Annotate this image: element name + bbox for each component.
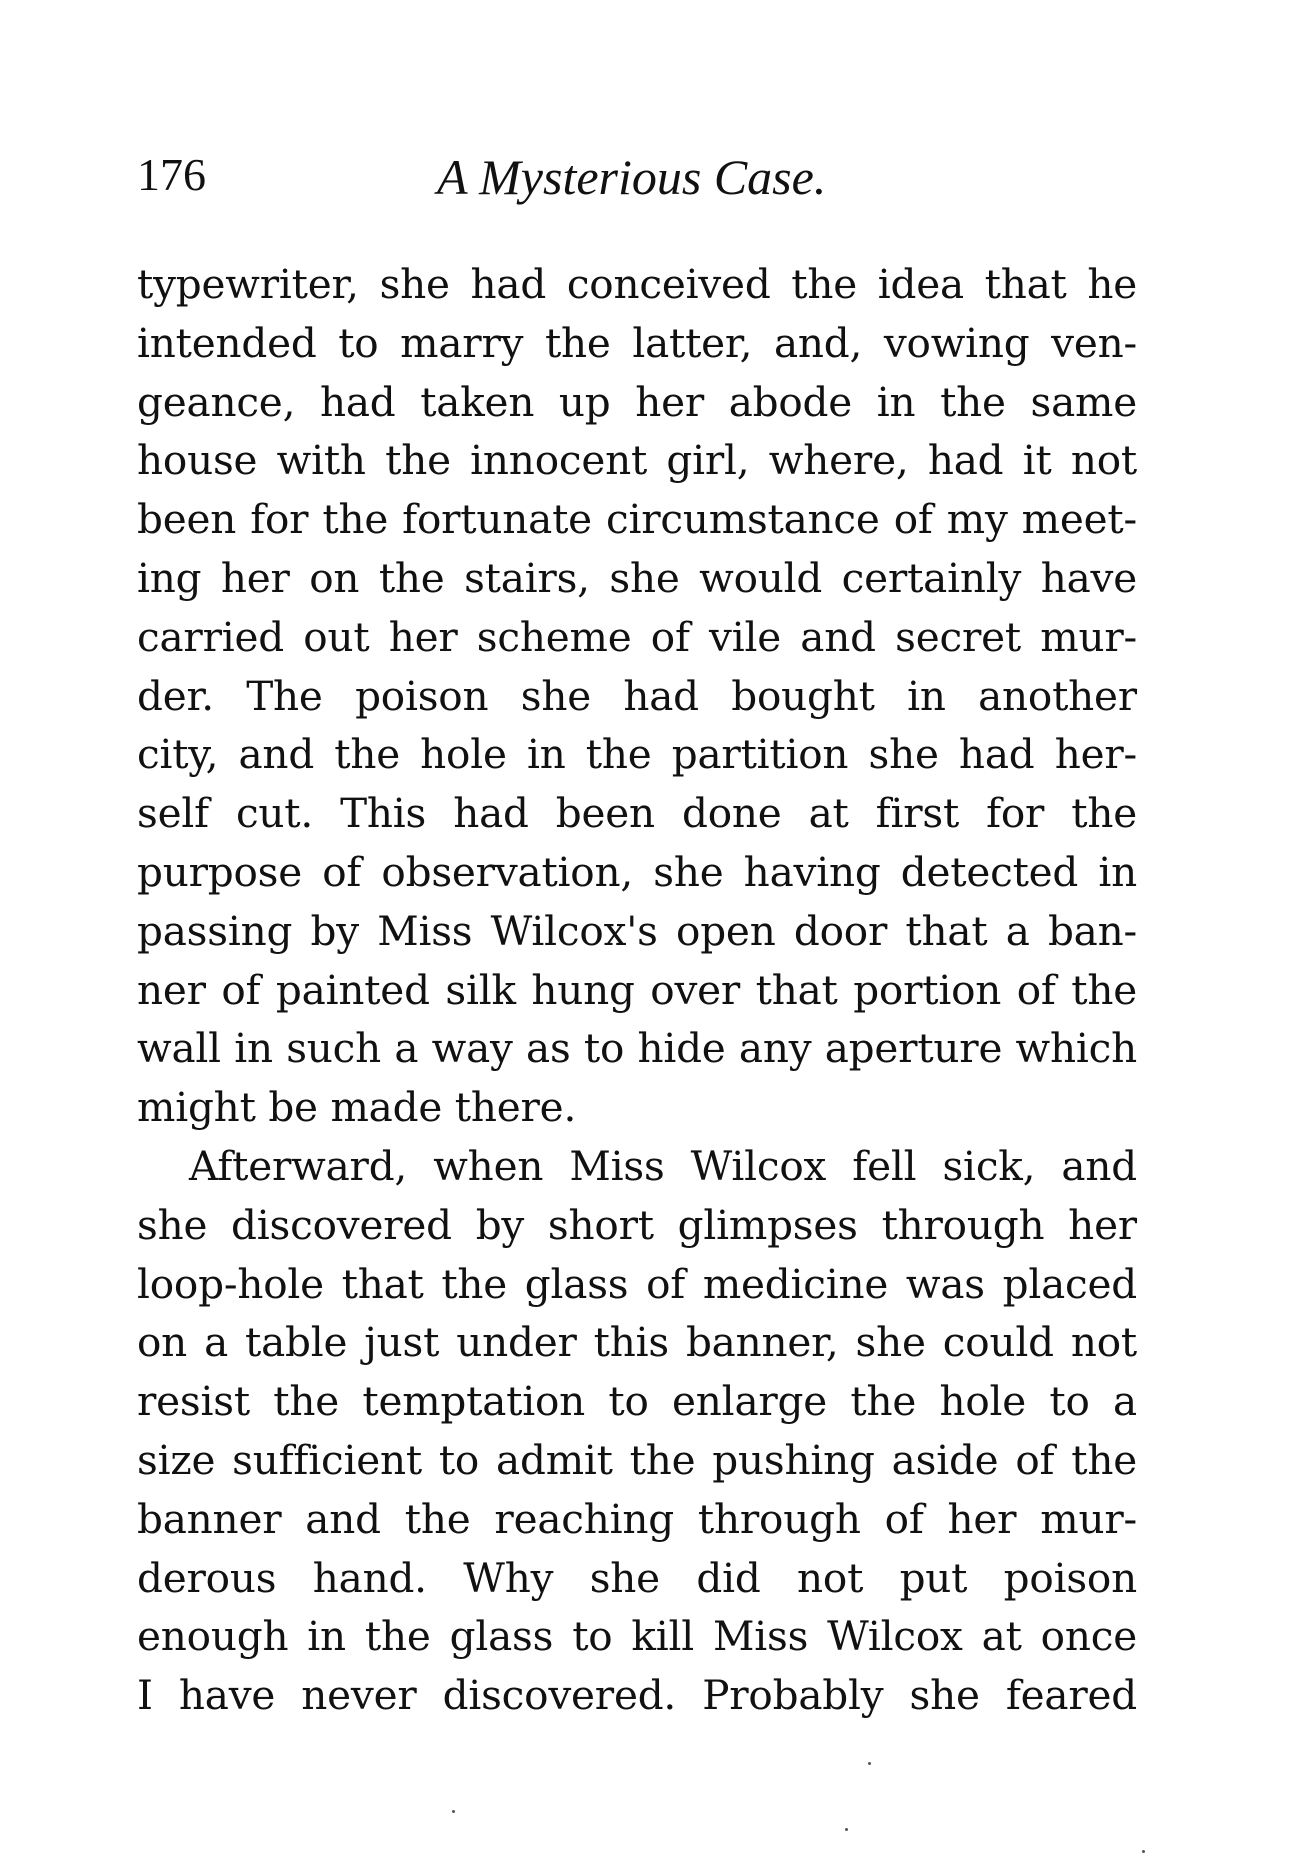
scan-speck [1142,1850,1145,1853]
text-line: on a table just under this banner, she could not [137,1318,1137,1367]
text-line: typewriter, she had conceived the idea that he [137,260,1137,308]
text-line: she discovered by short glimpses through her [137,1200,1137,1249]
scan-speck [845,1828,848,1831]
text-line: resist the temptation to enlarge the hole to a [137,1377,1137,1426]
text-line: wall in such a way as to hide any aperture which [137,1024,1137,1073]
page-number: 176 [137,149,206,200]
text-line: size sufficient to admit the pushing aside of the [137,1435,1137,1484]
running-head [137,149,1137,212]
text-line: city, and the hole in the partition she had her- [137,730,1137,779]
page-title: A Mysterious Case. [437,149,827,205]
paragraph [137,255,1137,1137]
text-line: been for the fortunate circumstance of my meet- [137,495,1137,544]
text-line: geance, had taken up her abode in the same [137,377,1137,426]
text-line: loop-hole that the glass of medicine was placed [137,1259,1137,1308]
text-line: banner and the reaching through of her mur- [137,1494,1137,1543]
text-line: house with the innocent girl, where, had it not [137,436,1137,485]
text-line: purpose of observation, she having detected in [137,847,1137,896]
body-text [137,255,1137,1725]
text-line: Afterward, when Miss Wilcox fell sick, and [189,1141,1137,1190]
text-line: self cut. This had been done at first for the [137,789,1137,838]
text-line: derous hand. Why she did not put poison [137,1553,1137,1602]
text-line: enough in the glass to kill Miss Wilcox at once [137,1612,1137,1661]
text-line: I have never discovered. Probably she feared [137,1671,1137,1720]
text-line: passing by Miss Wilcox's open door that a ban- [137,906,1137,955]
text-line: ing her on the stairs, she would certainly have [137,553,1137,602]
text-line: intended to marry the latter, and, vowing ven- [137,318,1137,367]
text-line: ner of painted silk hung over that portion of the [137,965,1137,1014]
text-line: der. The poison she had bought in another [137,671,1137,720]
scan-speck [452,1810,455,1813]
paragraph [137,1137,1137,1725]
text-line: carried out her scheme of vile and secret mur- [137,612,1137,661]
text-line: might be made there. [137,1083,577,1132]
scan-speck [868,1762,871,1765]
